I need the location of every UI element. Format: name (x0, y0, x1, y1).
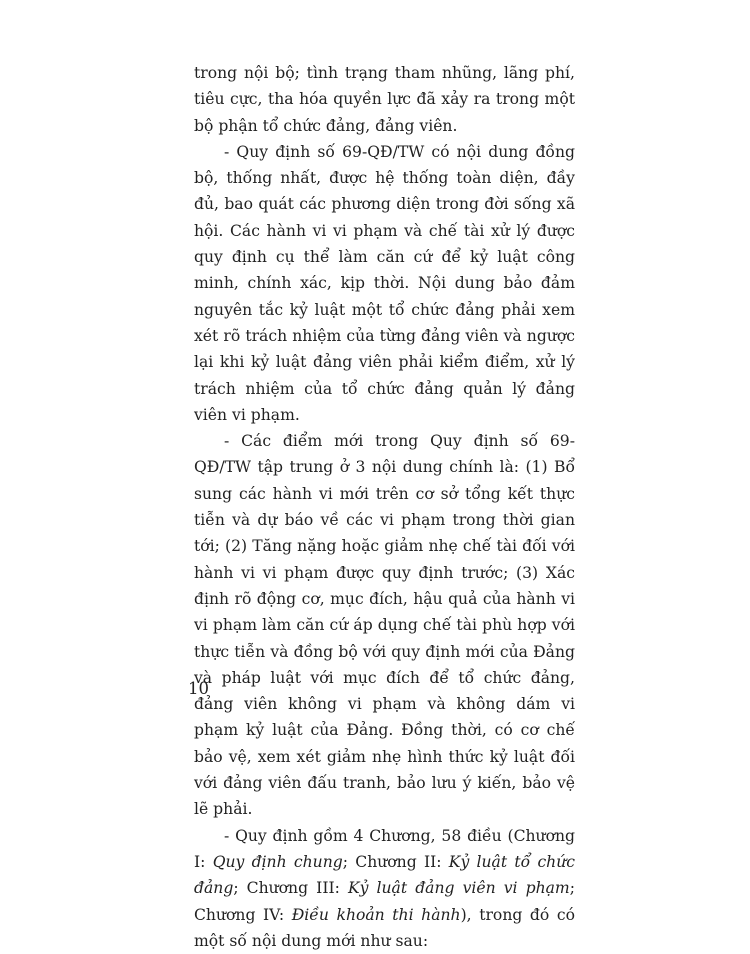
text-segment: ), trong đó có một số nội dung mới như sau: (194, 905, 575, 950)
paragraph-regulation-69-overview (194, 139, 575, 428)
paragraph-new-points (194, 428, 575, 822)
chapter-2-title: Kỷ luật tổ chức đảng (194, 852, 575, 898)
text-segment: ; Chương II: (342, 852, 449, 871)
paragraph-chapters (194, 823, 575, 954)
paragraph-continuation (194, 60, 575, 139)
paragraph-text: - Quy định số 69-QĐ/TW có nội dung đồng bộ, thống nhất, được hệ thống toàn diện, đầy đủ, bao quát các phương diện trong đời sống xã hội. Các hành vi vi phạm và chế tài xử lý được quy định cụ thể làm căn cứ để kỷ luật công minh, chính xác, kịp thời. Nội dung bảo đảm nguyên tắc kỷ luật một tổ chức đảng phải xem xét rõ trách nhiệm của từng đảng viên và ngược lại khi kỷ luật đảng viên phải kiểm điểm, xử lý trách nhiệm của tổ chức đảng quản lý đảng viên vi phạm. (194, 142, 575, 424)
text-segment: - Quy định gồm 4 Chương, 58 điều (Chương I: (194, 826, 575, 871)
text-segment: ; Chương III: (233, 879, 348, 898)
text-segment: ; Chương IV: (194, 879, 575, 924)
body-text (194, 60, 575, 954)
paragraph-text: - Các điểm mới trong Quy định số 69-QĐ/TW tập trung ở 3 nội dung chính là: (1) Bổ sung các hành vi mới trên cơ sở tổng kết thực tiễn và dự báo về các vi phạm trong thời gian tới; (2) Tăng nặng hoặc giảm nhẹ chế tài đối với hành vi vi phạm được quy định trước; (3) Xác định rõ động cơ, mục đích, hậu quả của hành vi vi phạm làm căn cứ áp dụng chế tài phù hợp với thực tiễn và đồng bộ với quy định mới của Đảng và pháp luật với mục đích để tổ chức đảng, đảng viên không vi phạm và không dám vi phạm kỷ luật của Đảng. Đồng thời, có cơ chế bảo vệ, xem xét giảm nhẹ hình thức kỷ luật đối với đảng viên đấu tranh, bảo lưu ý kiến, bảo vệ lẽ phải. (194, 432, 575, 819)
chapter-4-title: Điều khoản thi hành (291, 905, 461, 924)
chapter-3-title: Kỷ luật đảng viên vi phạm (347, 879, 570, 898)
page-number: 10 (188, 679, 209, 698)
chapter-1-title: Quy định chung (212, 852, 343, 871)
paragraph-text: trong nội bộ; tình trạng tham nhũng, lãng phí, tiêu cực, tha hóa quyền lực đã xảy ra trong một bộ phận tổ chức đảng, đảng viên. (194, 64, 575, 135)
